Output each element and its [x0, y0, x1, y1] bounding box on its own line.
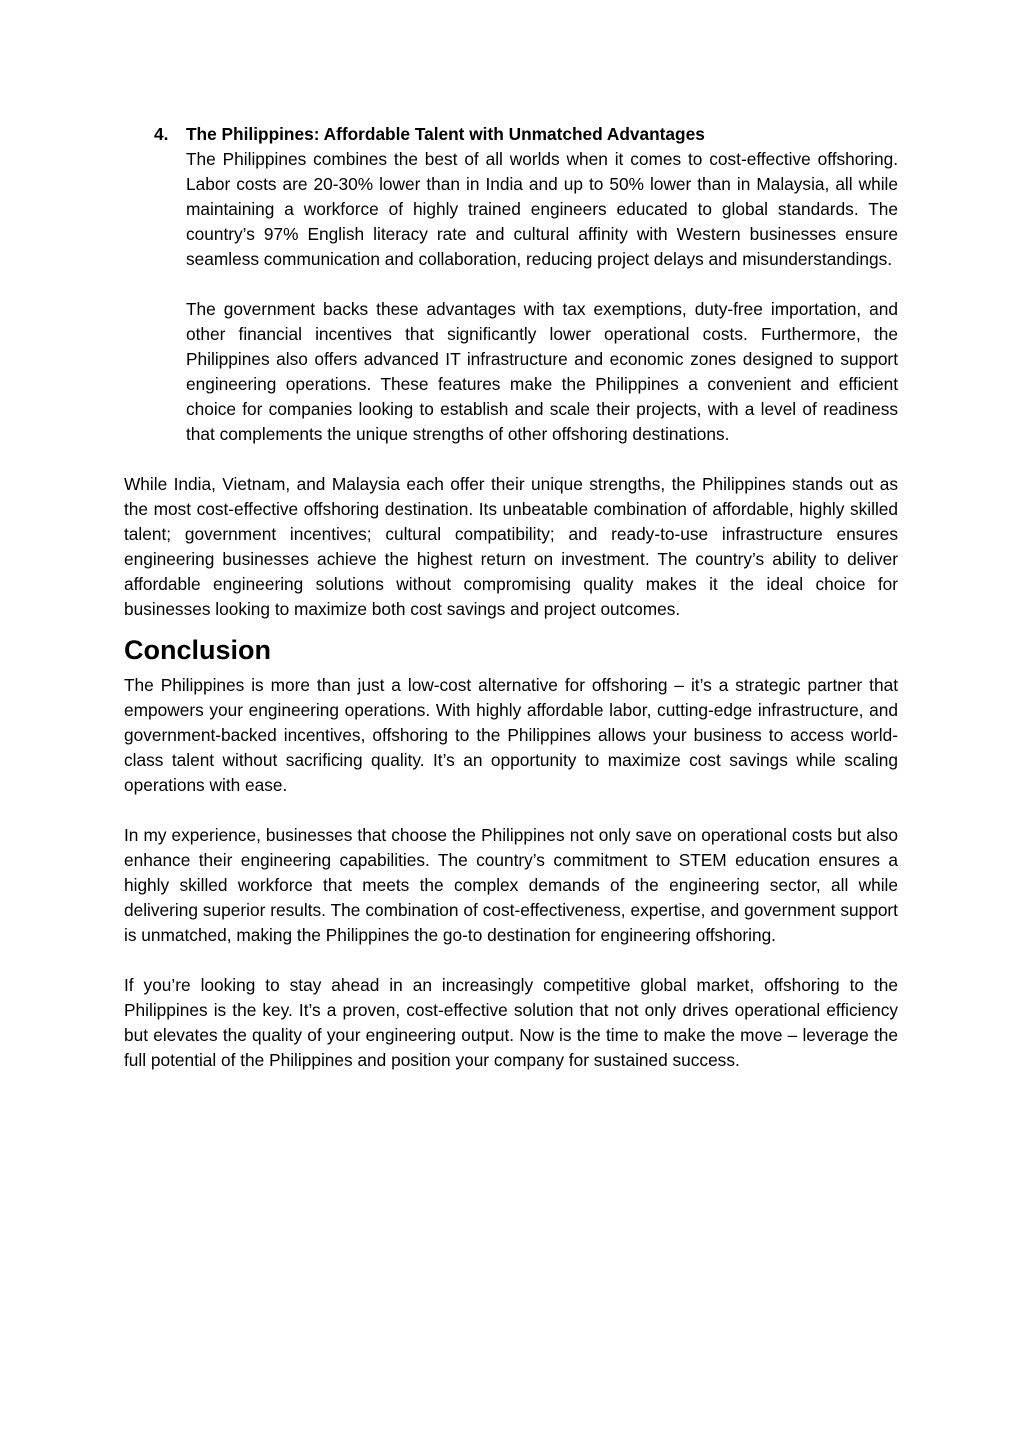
conclusion-paragraph: The Philippines is more than just a low-cost alternative for offshoring – it’s a strategic partner that empowers your engineering operations. With highly affordable labor, cutting-edge infrastructure, and government-backed incentives, offshoring to the Philippines allows your business to access world-class talent without sacrificing quality. It’s an opportunity to maximize cost savings while scaling operations with ease. [124, 675, 898, 795]
list-item-title: The Philippines: Affordable Talent with Unmatched Advantages [186, 124, 705, 144]
conclusion-paragraph: In my experience, businesses that choose the Philippines not only save on operational costs but also enhance their engineering capabilities. The country’s commitment to STEM education ensures a highly skilled workforce that meets the complex demands of the engineering sector, all while delivering superior results. The combination of cost-effectiveness, expertise, and government support is unmatched, making the Philippines the go-to destination for engineering offshoring. [124, 825, 898, 945]
paragraph-spacer [186, 272, 898, 297]
paragraph-spacer [124, 798, 898, 823]
paragraph-spacer [124, 948, 898, 973]
list-item-paragraph: The government backs these advantages with tax exemptions, duty-free importation, and other financial incentives that significantly lower operational costs. Furthermore, the Philippines also offers advanced IT infrastructure and economic zones designed to support engineering operations. These features make the Philippines a convenient and efficient choice for companies looking to establish and scale their projects, with a level of readiness that complements the unique strengths of other offshoring destinations. [186, 299, 898, 444]
paragraph-spacer [124, 447, 898, 472]
section-heading: Conclusion [124, 635, 271, 665]
conclusion-paragraph: If you’re looking to stay ahead in an increasingly competitive global market, offshoring to the Philippines is the key. It’s a proven, cost-effective solution that not only drives operational efficiency but elevates the quality of your engineering output. Now is the time to make the move – leverage the full potential of the Philippines and position your company for sustained success. [124, 975, 898, 1070]
document-page [124, 122, 898, 1073]
list-item-paragraph: The Philippines combines the best of all worlds when it comes to cost-effective offshoring. Labor costs are 20-30% lower than in India and up to 50% lower than in Malaysia, all while maintaining a workforce of highly trained engineers educated to global standards. The country’s 97% English literacy rate and cultural affinity with Western businesses ensure seamless communication and collaboration, reducing project delays and misunderstandings. [186, 149, 898, 269]
summary-paragraph: While India, Vietnam, and Malaysia each offer their unique strengths, the Philippines stands out as the most cost-effective offshoring destination. Its unbeatable combination of affordable, highly skilled talent; government incentives; cultural compatibility; and ready-to-use infrastructure ensures engineering businesses achieve the highest return on investment. The country’s ability to deliver affordable engineering solutions without compromising quality makes it the ideal choice for businesses looking to maximize both cost savings and project outcomes. [124, 474, 898, 619]
numbered-list-item [124, 122, 898, 447]
list-item-number: 4. [154, 124, 169, 144]
